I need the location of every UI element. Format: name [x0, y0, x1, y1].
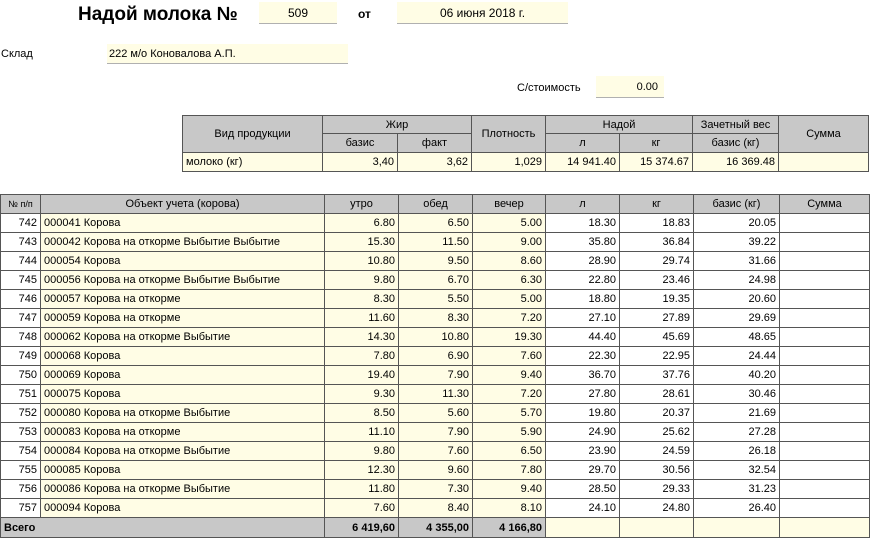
document-date-field[interactable]: 06 июня 2018 г. [397, 2, 568, 24]
fat-header: Жир [323, 116, 472, 134]
sum-cell[interactable] [780, 461, 870, 480]
cost-field[interactable]: 0.00 [596, 76, 664, 98]
morning-cell[interactable]: 9.30 [325, 385, 399, 404]
basis-cell[interactable]: 21.69 [694, 404, 780, 423]
l-cell[interactable]: 18.80 [546, 290, 620, 309]
morning-cell[interactable]: 9.80 [325, 271, 399, 290]
total-evening-cell: 4 166,80 [473, 518, 546, 538]
total-row [1, 518, 870, 538]
density-header: Плотность [472, 116, 546, 153]
credit-basis-cell[interactable]: 16 369.48 [693, 153, 779, 172]
noon-cell[interactable]: 11.30 [399, 385, 473, 404]
col-kg-header: кг [620, 195, 694, 214]
row-number-cell: 744 [1, 252, 41, 271]
col-object-header: Объект учета (корова) [41, 195, 325, 214]
col-l-header: л [546, 195, 620, 214]
l-cell[interactable]: 36.70 [546, 366, 620, 385]
basis-cell[interactable]: 31.23 [694, 480, 780, 499]
basis-cell[interactable]: 24.44 [694, 347, 780, 366]
density-cell[interactable]: 1,029 [472, 153, 546, 172]
l-cell[interactable]: 23.90 [546, 442, 620, 461]
col-morning-header: утро [325, 195, 399, 214]
l-cell[interactable]: 27.10 [546, 309, 620, 328]
object-cell[interactable]: 000075 Корова [41, 385, 325, 404]
basis-cell[interactable]: 29.69 [694, 309, 780, 328]
basis-cell[interactable]: 39.22 [694, 233, 780, 252]
l-cell[interactable]: 27.80 [546, 385, 620, 404]
table-row[interactable] [1, 290, 870, 309]
evening-cell[interactable]: 5.00 [473, 214, 546, 233]
document-number-field[interactable]: 509 [259, 2, 337, 24]
noon-cell[interactable]: 6.90 [399, 347, 473, 366]
noon-cell[interactable]: 5.60 [399, 404, 473, 423]
row-number-cell: 743 [1, 233, 41, 252]
basis-cell[interactable]: 32.54 [694, 461, 780, 480]
evening-cell[interactable]: 9.40 [473, 480, 546, 499]
kg-cell[interactable]: 29.74 [620, 252, 694, 271]
total-noon-cell: 4 355,00 [399, 518, 473, 538]
yield-kg-cell[interactable]: 15 374.67 [620, 153, 693, 172]
total-l-cell [546, 518, 620, 538]
fat-basis-header: базис [323, 134, 398, 153]
evening-cell[interactable]: 6.50 [473, 442, 546, 461]
kg-cell[interactable]: 37.76 [620, 366, 694, 385]
evening-cell[interactable]: 5.00 [473, 290, 546, 309]
noon-cell[interactable]: 8.40 [399, 499, 473, 518]
sum-cell[interactable] [780, 290, 870, 309]
evening-cell[interactable]: 6.30 [473, 271, 546, 290]
table-row[interactable] [1, 385, 870, 404]
evening-cell[interactable]: 5.90 [473, 423, 546, 442]
object-cell[interactable]: 000094 Корова [41, 499, 325, 518]
l-cell[interactable]: 22.80 [546, 271, 620, 290]
basis-cell[interactable]: 30.46 [694, 385, 780, 404]
document-title: Надой молока № [78, 4, 238, 25]
warehouse-field[interactable]: 222 м/о Коновалова А.П. [107, 44, 348, 64]
col-sum-header: Сумма [780, 195, 870, 214]
col-noon-header: обед [399, 195, 473, 214]
row-number-cell: 750 [1, 366, 41, 385]
evening-cell[interactable]: 9.00 [473, 233, 546, 252]
table-row[interactable] [1, 347, 870, 366]
kg-cell[interactable]: 24.80 [620, 499, 694, 518]
table-row[interactable] [1, 404, 870, 423]
sum-cell[interactable] [780, 404, 870, 423]
object-cell[interactable]: 000062 Корова на откорме Выбытие [41, 328, 325, 347]
evening-cell[interactable]: 7.20 [473, 309, 546, 328]
table-row[interactable] [1, 461, 870, 480]
row-number-cell: 757 [1, 499, 41, 518]
object-cell[interactable]: 000054 Корова [41, 252, 325, 271]
noon-cell[interactable]: 7.60 [399, 442, 473, 461]
table-row[interactable] [1, 214, 870, 233]
sum-cell[interactable] [780, 385, 870, 404]
basis-cell[interactable]: 20.60 [694, 290, 780, 309]
total-basis-cell [694, 518, 780, 538]
kg-cell[interactable]: 36.84 [620, 233, 694, 252]
sum-cell[interactable] [780, 271, 870, 290]
l-cell[interactable]: 19.80 [546, 404, 620, 423]
l-cell[interactable]: 44.40 [546, 328, 620, 347]
cost-label: С/стоимость [517, 82, 581, 94]
table-row[interactable] [1, 252, 870, 271]
credit-basis-header: базис (кг) [693, 134, 779, 153]
basis-cell[interactable]: 48.65 [694, 328, 780, 347]
evening-cell[interactable]: 8.60 [473, 252, 546, 271]
table-row[interactable] [1, 328, 870, 347]
sum-header: Сумма [779, 116, 869, 153]
evening-cell[interactable]: 7.80 [473, 461, 546, 480]
object-cell[interactable]: 000085 Корова [41, 461, 325, 480]
l-cell[interactable]: 29.70 [546, 461, 620, 480]
sum-cell[interactable] [780, 214, 870, 233]
kg-cell[interactable]: 18.83 [620, 214, 694, 233]
object-cell[interactable]: 000059 Корова на откорме [41, 309, 325, 328]
row-number-cell: 747 [1, 309, 41, 328]
basis-cell[interactable]: 24.98 [694, 271, 780, 290]
morning-cell[interactable]: 15.30 [325, 233, 399, 252]
kg-cell[interactable]: 45.69 [620, 328, 694, 347]
date-from-label: от [358, 7, 371, 21]
total-kg-cell [620, 518, 694, 538]
row-number-cell: 742 [1, 214, 41, 233]
evening-cell[interactable]: 7.60 [473, 347, 546, 366]
basis-cell[interactable]: 40.20 [694, 366, 780, 385]
yield-header: Надой [546, 116, 693, 134]
evening-cell[interactable]: 5.70 [473, 404, 546, 423]
morning-cell[interactable]: 11.80 [325, 480, 399, 499]
row-number-cell: 746 [1, 290, 41, 309]
morning-cell[interactable]: 11.60 [325, 309, 399, 328]
yield-kg-header: кг [620, 134, 693, 153]
sum-cell[interactable] [780, 233, 870, 252]
fat-basis-cell[interactable]: 3,40 [323, 153, 398, 172]
basis-cell[interactable]: 26.40 [694, 499, 780, 518]
product-type-header: Вид продукции [183, 116, 323, 153]
l-cell[interactable]: 22.30 [546, 347, 620, 366]
kg-cell[interactable]: 30.56 [620, 461, 694, 480]
product-summary-table [182, 115, 869, 172]
kg-cell[interactable]: 27.89 [620, 309, 694, 328]
sum-cell[interactable] [780, 499, 870, 518]
table-row[interactable] [1, 271, 870, 290]
evening-cell[interactable]: 8.10 [473, 499, 546, 518]
morning-cell[interactable]: 14.30 [325, 328, 399, 347]
l-cell[interactable]: 28.50 [546, 480, 620, 499]
fat-fact-cell[interactable]: 3,62 [398, 153, 472, 172]
row-number-cell: 748 [1, 328, 41, 347]
kg-cell[interactable]: 23.46 [620, 271, 694, 290]
kg-cell[interactable]: 19.35 [620, 290, 694, 309]
morning-cell[interactable]: 12.30 [325, 461, 399, 480]
row-number-cell: 752 [1, 404, 41, 423]
object-cell[interactable]: 000084 Корова на откорме Выбытие [41, 442, 325, 461]
morning-cell[interactable]: 19.40 [325, 366, 399, 385]
morning-cell[interactable]: 10.80 [325, 252, 399, 271]
kg-cell[interactable]: 29.33 [620, 480, 694, 499]
evening-cell[interactable]: 19.30 [473, 328, 546, 347]
row-number-cell: 755 [1, 461, 41, 480]
morning-cell[interactable]: 7.60 [325, 499, 399, 518]
sum-cell[interactable] [780, 309, 870, 328]
sum-cell[interactable] [780, 252, 870, 271]
row-number-cell: 756 [1, 480, 41, 499]
total-morning-cell: 6 419,60 [325, 518, 399, 538]
row-number-cell: 745 [1, 271, 41, 290]
sum-cell[interactable] [780, 442, 870, 461]
sum-cell[interactable] [780, 347, 870, 366]
l-cell[interactable]: 24.90 [546, 423, 620, 442]
sum-cell[interactable] [780, 328, 870, 347]
morning-cell[interactable]: 11.10 [325, 423, 399, 442]
l-cell[interactable]: 18.30 [546, 214, 620, 233]
table-row[interactable] [1, 309, 870, 328]
object-cell[interactable]: 000057 Корова на откорме [41, 290, 325, 309]
morning-cell[interactable]: 7.80 [325, 347, 399, 366]
object-cell[interactable]: 000083 Корова на откорме [41, 423, 325, 442]
noon-cell[interactable]: 6.70 [399, 271, 473, 290]
yield-l-cell[interactable]: 14 941.40 [546, 153, 620, 172]
l-cell[interactable]: 24.10 [546, 499, 620, 518]
table-row[interactable] [1, 442, 870, 461]
total-label-cell: Всего [1, 518, 325, 538]
kg-cell[interactable]: 25.62 [620, 423, 694, 442]
col-no-header: № п/п [1, 195, 41, 214]
credit-weight-header: Зачетный вес [693, 116, 779, 134]
object-cell[interactable]: 000042 Корова на откорме Выбытие Выбытие [41, 233, 325, 252]
noon-cell[interactable]: 9.50 [399, 252, 473, 271]
object-cell[interactable]: 000080 Корова на откорме Выбытие [41, 404, 325, 423]
total-sum-cell [780, 518, 870, 538]
evening-cell[interactable]: 9.40 [473, 366, 546, 385]
noon-cell[interactable]: 9.60 [399, 461, 473, 480]
col-basis-header: базис (кг) [694, 195, 780, 214]
row-number-cell: 751 [1, 385, 41, 404]
col-evening-header: вечер [473, 195, 546, 214]
noon-cell[interactable]: 7.90 [399, 423, 473, 442]
row-number-cell: 749 [1, 347, 41, 366]
table-row[interactable] [1, 423, 870, 442]
object-cell[interactable]: 000086 Корова на откорме Выбытие [41, 480, 325, 499]
evening-cell[interactable]: 7.20 [473, 385, 546, 404]
sum-cell[interactable] [780, 480, 870, 499]
row-number-cell: 754 [1, 442, 41, 461]
fat-fact-header: факт [398, 134, 472, 153]
kg-cell[interactable]: 28.61 [620, 385, 694, 404]
product-cell[interactable]: молоко (кг) [183, 153, 323, 172]
object-cell[interactable]: 000041 Корова [41, 214, 325, 233]
sum-cell[interactable] [780, 423, 870, 442]
animal-yield-table [0, 194, 870, 538]
noon-cell[interactable]: 5.50 [399, 290, 473, 309]
noon-cell[interactable]: 6.50 [399, 214, 473, 233]
noon-cell[interactable]: 7.90 [399, 366, 473, 385]
morning-cell[interactable]: 6.80 [325, 214, 399, 233]
morning-cell[interactable]: 8.50 [325, 404, 399, 423]
table-row[interactable] [1, 499, 870, 518]
table-row[interactable] [1, 366, 870, 385]
basis-cell[interactable]: 20.05 [694, 214, 780, 233]
warehouse-label: Склад [1, 48, 33, 60]
l-cell[interactable]: 28.90 [546, 252, 620, 271]
object-cell[interactable]: 000056 Корова на откорме Выбытие Выбытие [41, 271, 325, 290]
morning-cell[interactable]: 9.80 [325, 442, 399, 461]
basis-cell[interactable]: 26.18 [694, 442, 780, 461]
table-row[interactable] [1, 480, 870, 499]
row-number-cell: 753 [1, 423, 41, 442]
basis-cell[interactable]: 31.66 [694, 252, 780, 271]
kg-cell[interactable]: 24.59 [620, 442, 694, 461]
kg-cell[interactable]: 20.37 [620, 404, 694, 423]
noon-cell[interactable]: 8.30 [399, 309, 473, 328]
yield-l-header: л [546, 134, 620, 153]
sum-cell[interactable] [779, 153, 869, 172]
noon-cell[interactable]: 11.50 [399, 233, 473, 252]
noon-cell[interactable]: 10.80 [399, 328, 473, 347]
morning-cell[interactable]: 8.30 [325, 290, 399, 309]
kg-cell[interactable]: 22.95 [620, 347, 694, 366]
basis-cell[interactable]: 27.28 [694, 423, 780, 442]
sum-cell[interactable] [780, 366, 870, 385]
object-cell[interactable]: 000069 Корова [41, 366, 325, 385]
noon-cell[interactable]: 7.30 [399, 480, 473, 499]
table-row[interactable] [1, 233, 870, 252]
l-cell[interactable]: 35.80 [546, 233, 620, 252]
object-cell[interactable]: 000068 Корова [41, 347, 325, 366]
